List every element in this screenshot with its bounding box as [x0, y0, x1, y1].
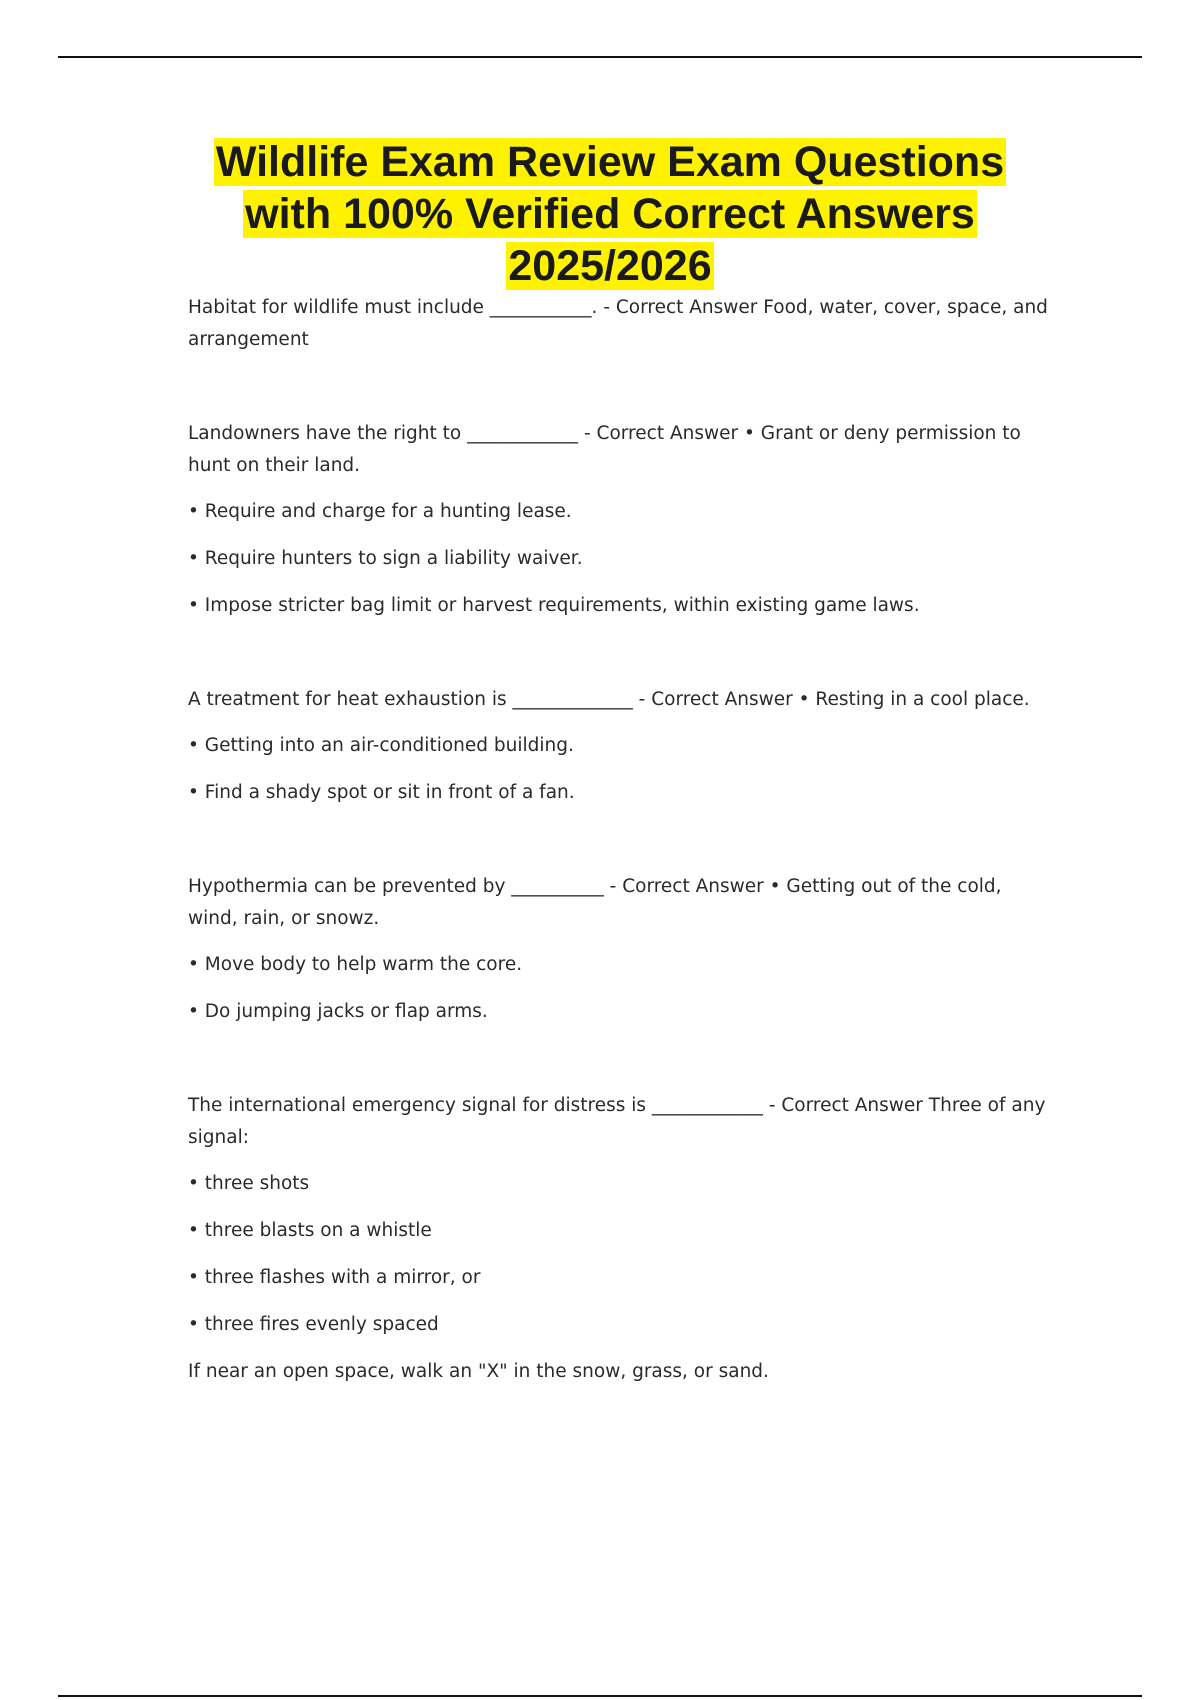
question-answer: A treatment for heat exhaustion is _____________ - Correct Answer • Resting in a cool place.	[188, 689, 1030, 710]
answer-bullet: • Require and charge for a hunting lease.	[188, 501, 572, 522]
answer-bullet: • Impose stricter bag limit or harvest requirements, within existing game laws.	[188, 595, 920, 616]
answer-bullet: • three shots	[188, 1173, 310, 1194]
document-body	[188, 292, 1048, 1450]
bottom-rule	[58, 1695, 1142, 1697]
answer-bullet: • three flashes with a mirror, or	[188, 1267, 481, 1288]
question-block	[188, 418, 1048, 622]
answer-bullet: • Require hunters to sign a liability waiver.	[188, 548, 583, 569]
top-rule	[58, 56, 1142, 58]
title-highlight: Wildlife Exam Review Exam Questions with 100% Verified Correct Answers 2025/2026	[215, 138, 1005, 290]
question-answer: The international emergency signal for distress is ____________ - Correct Answer Three of any signal:	[188, 1095, 1046, 1148]
answer-bullet: • Find a shady spot or sit in front of a fan.	[188, 782, 575, 803]
question-block	[188, 292, 1048, 356]
answer-note: If near an open space, walk an "X" in the snow, grass, or sand.	[188, 1361, 769, 1382]
answer-bullet: • Move body to help warm the core.	[188, 954, 523, 975]
question-block	[188, 684, 1048, 809]
answer-bullet: • three fires evenly spaced	[188, 1314, 439, 1335]
answer-bullet: • Do jumping jacks or flap arms.	[188, 1001, 488, 1022]
question-answer: Landowners have the right to ____________ - Correct Answer • Grant or deny permission to hunt on their land.	[188, 423, 1021, 476]
answer-bullet: • three blasts on a whistle	[188, 1220, 432, 1241]
document-title	[180, 136, 1040, 292]
question-answer: Hypothermia can be prevented by __________ - Correct Answer • Getting out of the cold, wind, rain, or snowz.	[188, 876, 1002, 929]
answer-bullet: • Getting into an air-conditioned building.	[188, 735, 574, 756]
question-block	[188, 1090, 1048, 1388]
question-answer: Habitat for wildlife must include ___________. - Correct Answer Food, water, cover, space, and arrangement	[188, 297, 1048, 350]
question-block	[188, 871, 1048, 1028]
